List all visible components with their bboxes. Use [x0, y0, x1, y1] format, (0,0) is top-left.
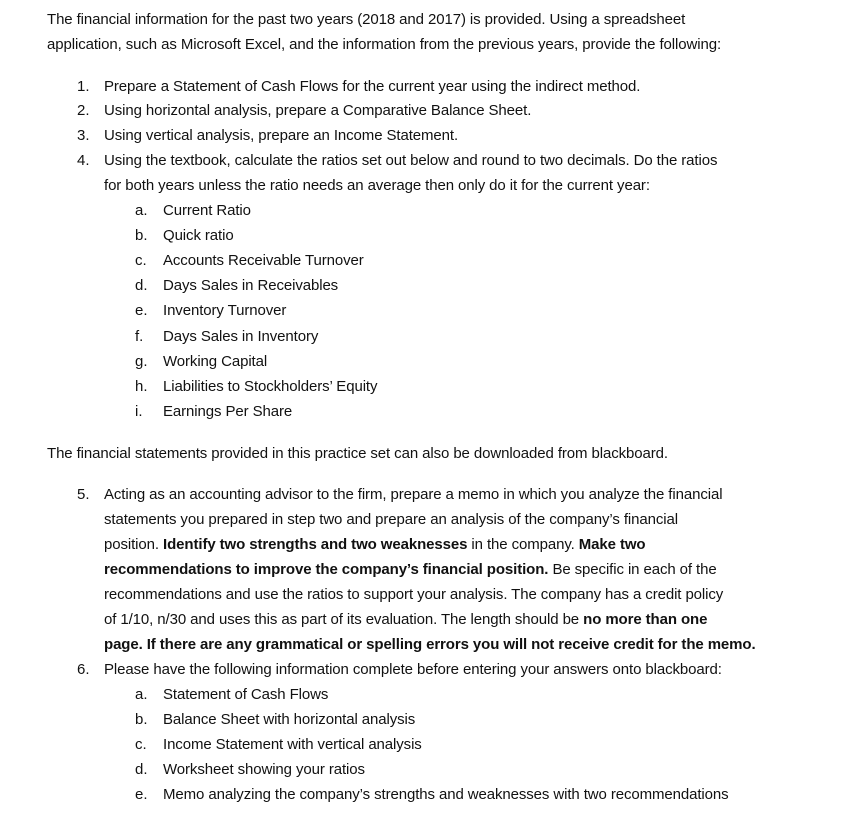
item5-line-3	[104, 535, 646, 555]
list-item-3: Using vertical analysis, prepare an Income Statement.	[104, 127, 459, 144]
ratio-item: Quick ratio	[163, 227, 234, 244]
ratio-item: Days Sales in Inventory	[163, 328, 319, 345]
list-number: 3.	[77, 127, 90, 144]
middle-paragraph: The financial statements provided in this practice set can also be downloaded from blackboard.	[47, 445, 668, 462]
bold-run: no more than one	[583, 611, 708, 628]
sub-letter: d.	[135, 761, 148, 778]
sub-letter: h.	[135, 378, 148, 395]
text-run: Be specific in each of the	[548, 561, 717, 578]
list-number: 4.	[77, 152, 90, 169]
text-run: in the company.	[467, 536, 579, 553]
list-number: 2.	[77, 102, 90, 119]
deliverable-item: Worksheet showing your ratios	[163, 761, 365, 778]
sub-letter: a.	[135, 202, 148, 219]
list-number: 6.	[77, 661, 90, 678]
ratio-item: Accounts Receivable Turnover	[163, 252, 364, 269]
list-item-4-line-2: for both years unless the ratio needs an average then only do it for the current year:	[104, 177, 650, 194]
sub-letter: b.	[135, 227, 148, 244]
bold-run: Make two	[578, 536, 646, 553]
ratio-item: Inventory Turnover	[163, 302, 287, 319]
sub-letter: i.	[135, 403, 143, 420]
item5-line-4	[104, 560, 717, 580]
item6-line-1: Please have the following information complete before entering your answers onto blackboard:	[104, 661, 722, 678]
list-item-1: Prepare a Statement of Cash Flows for the current year using the indirect method.	[104, 78, 641, 95]
deliverable-item: Statement of Cash Flows	[163, 686, 329, 703]
list-number: 5.	[77, 486, 90, 503]
sub-letter: e.	[135, 302, 148, 319]
sub-letter: b.	[135, 711, 148, 728]
list-number: 1.	[77, 78, 90, 95]
text-run: of 1/10, n/30 and uses this as part of its evaluation. The length should be	[104, 611, 584, 628]
list-item-2: Using horizontal analysis, prepare a Comparative Balance Sheet.	[104, 102, 532, 119]
list-item-4-line-1: Using the textbook, calculate the ratios set out below and round to two decimals. Do the ratios	[104, 152, 718, 169]
deliverable-item: Memo analyzing the company’s strengths and weaknesses with two recommendations	[163, 786, 729, 803]
ratio-item: Days Sales in Receivables	[163, 277, 339, 294]
sub-letter: c.	[135, 252, 147, 269]
bold-run: recommendations to improve the company’s financial position.	[104, 561, 549, 578]
deliverable-item: Balance Sheet with horizontal analysis	[163, 711, 416, 728]
item5-line-1: Acting as an accounting advisor to the firm, prepare a memo in which you analyze the financial	[104, 486, 723, 503]
sub-letter: e.	[135, 786, 148, 803]
item5-line-6	[104, 610, 707, 630]
deliverable-item: Income Statement with vertical analysis	[163, 736, 422, 753]
item5-line-2: statements you prepared in step two and prepare an analysis of the company’s financial	[104, 511, 678, 528]
item5-line-7: page. If there are any grammatical or spelling errors you will not receive credit for the memo.	[104, 636, 756, 653]
sub-letter: c.	[135, 736, 147, 753]
intro-line-1: The financial information for the past two years (2018 and 2017) is provided. Using a spreadsheet	[47, 11, 686, 28]
sub-letter: f.	[135, 328, 144, 345]
ratio-item: Working Capital	[163, 353, 268, 370]
intro-line-2: application, such as Microsoft Excel, and the information from the previous years, provide the following:	[47, 36, 722, 53]
sub-letter: a.	[135, 686, 148, 703]
sub-letter: g.	[135, 353, 148, 370]
sub-letter: d.	[135, 277, 148, 294]
text-run: position.	[104, 536, 164, 553]
ratio-item: Current Ratio	[163, 202, 251, 219]
ratio-item: Earnings Per Share	[163, 403, 293, 420]
ratio-item: Liabilities to Stockholders’ Equity	[163, 378, 378, 395]
item5-line-5: recommendations and use the ratios to support your analysis. The company has a credit policy	[104, 586, 724, 603]
bold-run: Identify two strengths and two weaknesses	[163, 536, 468, 553]
